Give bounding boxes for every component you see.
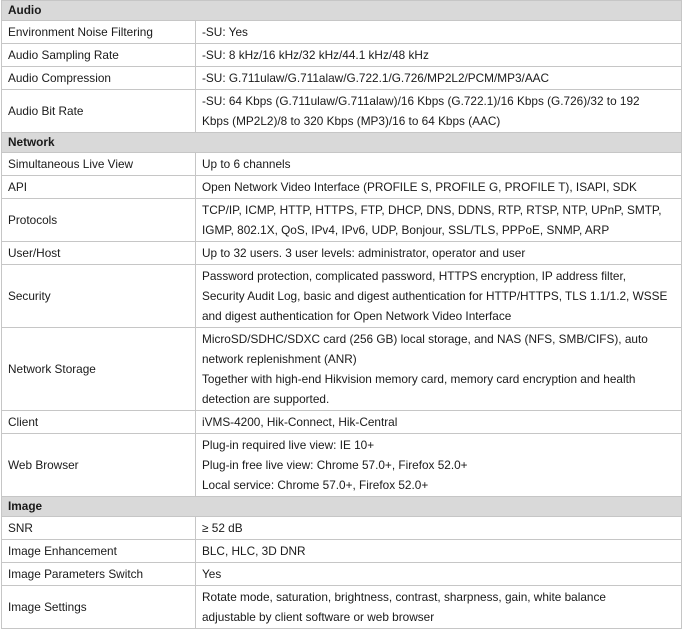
- spec-value: [196, 586, 682, 629]
- spec-value: [196, 563, 682, 586]
- spec-value: [196, 540, 682, 563]
- spec-value-line: Plug-in free live view: Chrome 57.0+, Firefox 52.0+: [202, 458, 468, 472]
- spec-label: User/Host: [2, 242, 196, 265]
- spec-value-line: -SU: 64 Kbps (G.711ulaw/G.711alaw)/16 Kbps (G.722.1)/16 Kbps (G.726)/32 to 192: [202, 94, 640, 108]
- spec-label: API: [2, 176, 196, 199]
- spec-row: [2, 540, 682, 563]
- spec-value: [196, 90, 682, 133]
- spec-value-line: Yes: [202, 567, 222, 581]
- spec-row: [2, 242, 682, 265]
- spec-label: Web Browser: [2, 434, 196, 497]
- spec-value-line: and digest authentication for Open Network Video Interface: [202, 309, 512, 323]
- spec-table: [1, 0, 682, 629]
- spec-value: [196, 328, 682, 411]
- spec-value-line: IGMP, 802.1X, QoS, IPv4, IPv6, UDP, Bonjour, SSL/TLS, PPPoE, SNMP, ARP: [202, 223, 610, 237]
- spec-row: [2, 21, 682, 44]
- spec-value-line: Up to 32 users. 3 user levels: administrator, operator and user: [202, 246, 526, 260]
- spec-value-line: Plug-in required live view: IE 10+: [202, 438, 375, 452]
- section-header-network: [2, 133, 682, 153]
- spec-value-line: adjustable by client software or web browser: [202, 610, 435, 624]
- spec-row: [2, 199, 682, 242]
- spec-value-line: Together with high-end Hikvision memory card, memory card encryption and health: [202, 372, 636, 386]
- spec-value: [196, 517, 682, 540]
- spec-row: [2, 67, 682, 90]
- spec-value-line: Password protection, complicated password, HTTPS encryption, IP address filter,: [202, 269, 627, 283]
- spec-value: [196, 44, 682, 67]
- spec-row: [2, 563, 682, 586]
- section-title: Audio: [2, 1, 682, 21]
- section-header-audio: [2, 1, 682, 21]
- spec-value-line: TCP/IP, ICMP, HTTP, HTTPS, FTP, DHCP, DNS, DDNS, RTP, RTSP, NTP, UPnP, SMTP,: [202, 203, 662, 217]
- spec-label: Protocols: [2, 199, 196, 242]
- spec-value-line: Local service: Chrome 57.0+, Firefox 52.0+: [202, 478, 429, 492]
- spec-label: Security: [2, 265, 196, 328]
- spec-label: Client: [2, 411, 196, 434]
- spec-value-line: iVMS-4200, Hik-Connect, Hik-Central: [202, 415, 398, 429]
- spec-table-body: [2, 1, 682, 629]
- spec-value: [196, 21, 682, 44]
- spec-value-line: -SU: Yes: [202, 25, 248, 39]
- spec-label: Simultaneous Live View: [2, 153, 196, 176]
- spec-value: [196, 242, 682, 265]
- spec-label: SNR: [2, 517, 196, 540]
- section-title: Image: [2, 497, 682, 517]
- spec-label: Environment Noise Filtering: [2, 21, 196, 44]
- spec-value: [196, 265, 682, 328]
- spec-label: Audio Bit Rate: [2, 90, 196, 133]
- spec-row: [2, 176, 682, 199]
- spec-value-line: Rotate mode, saturation, brightness, contrast, sharpness, gain, white balance: [202, 590, 606, 604]
- spec-value-line: BLC, HLC, 3D DNR: [202, 544, 306, 558]
- spec-value-line: -SU: G.711ulaw/G.711alaw/G.722.1/G.726/MP2L2/PCM/MP3/AAC: [202, 71, 550, 85]
- spec-label: Audio Sampling Rate: [2, 44, 196, 67]
- spec-label: Image Settings: [2, 586, 196, 629]
- spec-row: [2, 586, 682, 629]
- spec-value: [196, 67, 682, 90]
- spec-value: [196, 199, 682, 242]
- spec-row: [2, 265, 682, 328]
- spec-label: Image Enhancement: [2, 540, 196, 563]
- spec-value-line: Open Network Video Interface (PROFILE S, PROFILE G, PROFILE T), ISAPI, SDK: [202, 180, 637, 194]
- spec-value-line: MicroSD/SDHC/SDXC card (256 GB) local storage, and NAS (NFS, SMB/CIFS), auto: [202, 332, 648, 346]
- section-header-image: [2, 497, 682, 517]
- spec-row: [2, 434, 682, 497]
- spec-value-line: -SU: 8 kHz/16 kHz/32 kHz/44.1 kHz/48 kHz: [202, 48, 429, 62]
- spec-value-line: Kbps (MP2L2)/8 to 320 Kbps (MP3)/16 to 64 Kbps (AAC): [202, 114, 501, 128]
- spec-label: Network Storage: [2, 328, 196, 411]
- spec-value-line: ≥ 52 dB: [202, 521, 243, 535]
- spec-row: [2, 411, 682, 434]
- spec-value-line: Up to 6 channels: [202, 157, 291, 171]
- spec-row: [2, 328, 682, 411]
- spec-label: Image Parameters Switch: [2, 563, 196, 586]
- spec-value-line: Security Audit Log, basic and digest authentication for HTTP/HTTPS, TLS 1.1/1.2, WSSE: [202, 289, 668, 303]
- spec-value: [196, 411, 682, 434]
- spec-value: [196, 434, 682, 497]
- spec-value-line: network replenishment (ANR): [202, 352, 357, 366]
- spec-value: [196, 153, 682, 176]
- section-title: Network: [2, 133, 682, 153]
- spec-row: [2, 517, 682, 540]
- spec-row: [2, 153, 682, 176]
- spec-row: [2, 44, 682, 67]
- spec-value-line: detection are supported.: [202, 392, 330, 406]
- spec-label: Audio Compression: [2, 67, 196, 90]
- spec-value: [196, 176, 682, 199]
- spec-row: [2, 90, 682, 133]
